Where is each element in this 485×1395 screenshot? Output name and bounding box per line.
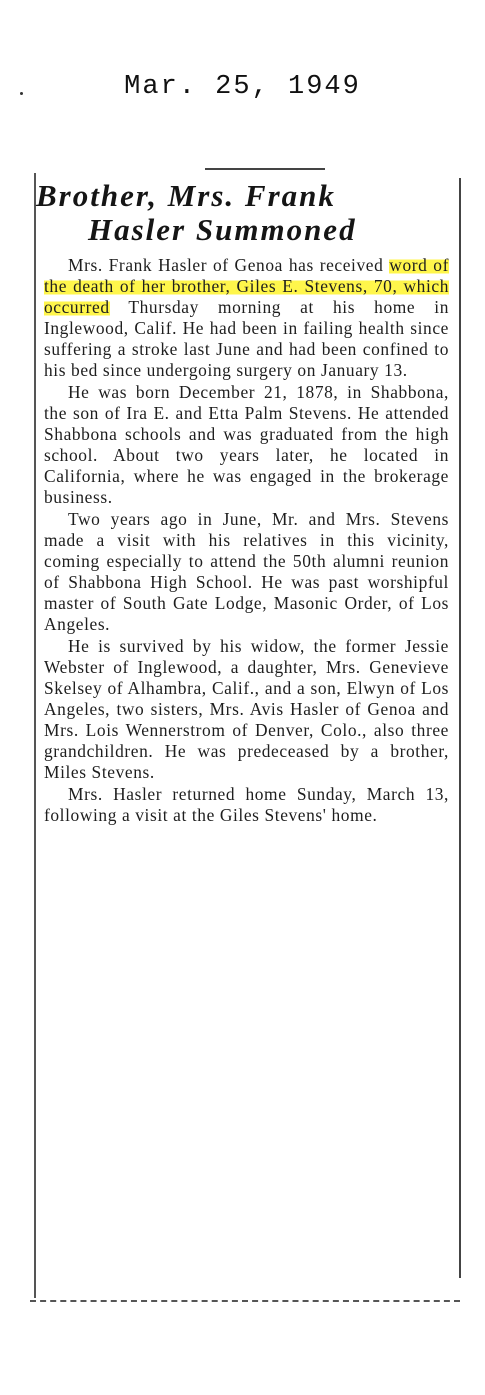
paragraph-1-end: Thursday morning at his home in Inglewood, Calif. He had been in failing health since suffering a stroke last June and had been confined to his bed since undergoing surgery on January 13. <box>44 297 449 380</box>
column-right-rule <box>459 178 461 1278</box>
scan-speck <box>20 92 23 95</box>
paragraph-1-start: Mrs. Frank Hasler of Genoa has received <box>68 255 390 275</box>
paragraph-5: Mrs. Hasler returned home Sunday, March 13, following a visit at the Giles Stevens' home. <box>44 784 449 825</box>
headline-line-1: Brother, Mrs. Frank <box>36 178 336 213</box>
headline-line-2: Hasler Summoned <box>88 212 357 247</box>
paragraph-2: He was born December 21, 1878, in Shabbona, the son of Ira E. and Etta Palm Stevens. He attended Shabbona schools and was graduated from the high school. About two years later, he located in California, where he was engaged in the brokerage business. <box>44 382 449 507</box>
article-body <box>36 255 449 826</box>
clipping-date: Mar. 25, 1949 <box>124 72 361 102</box>
paragraph-4: He is survived by his widow, the former Jessie Webster of Inglewood, a daughter, Mrs. Genevieve Skelsey of Alhambra, Calif., and a son, Elwyn of Los Angeles, two sisters, Mrs. Avis Hasler of Genoa and Mrs. Lois Wennerstrom of Denver, Colo., also three grandchildren. He was predeceased by a brother, Miles Stevens. <box>44 636 449 782</box>
column-top-rule <box>205 168 325 170</box>
paragraph-3: Two years ago in June, Mr. and Mrs. Stevens made a visit with his relatives in this vicinity, coming especially to attend the 50th alumni reunion of Shabbona High School. He was past worshipful master of South Gate Lodge, Masonic Order, of Los Angeles. <box>44 509 449 634</box>
article-headline <box>36 179 448 247</box>
newspaper-clipping <box>34 173 448 1298</box>
paragraph-1 <box>44 255 449 381</box>
column-bottom-rule <box>30 1300 460 1302</box>
highlighted-text: word of the death of her brother, Giles E. Stevens, 70, which occurred <box>44 255 449 317</box>
